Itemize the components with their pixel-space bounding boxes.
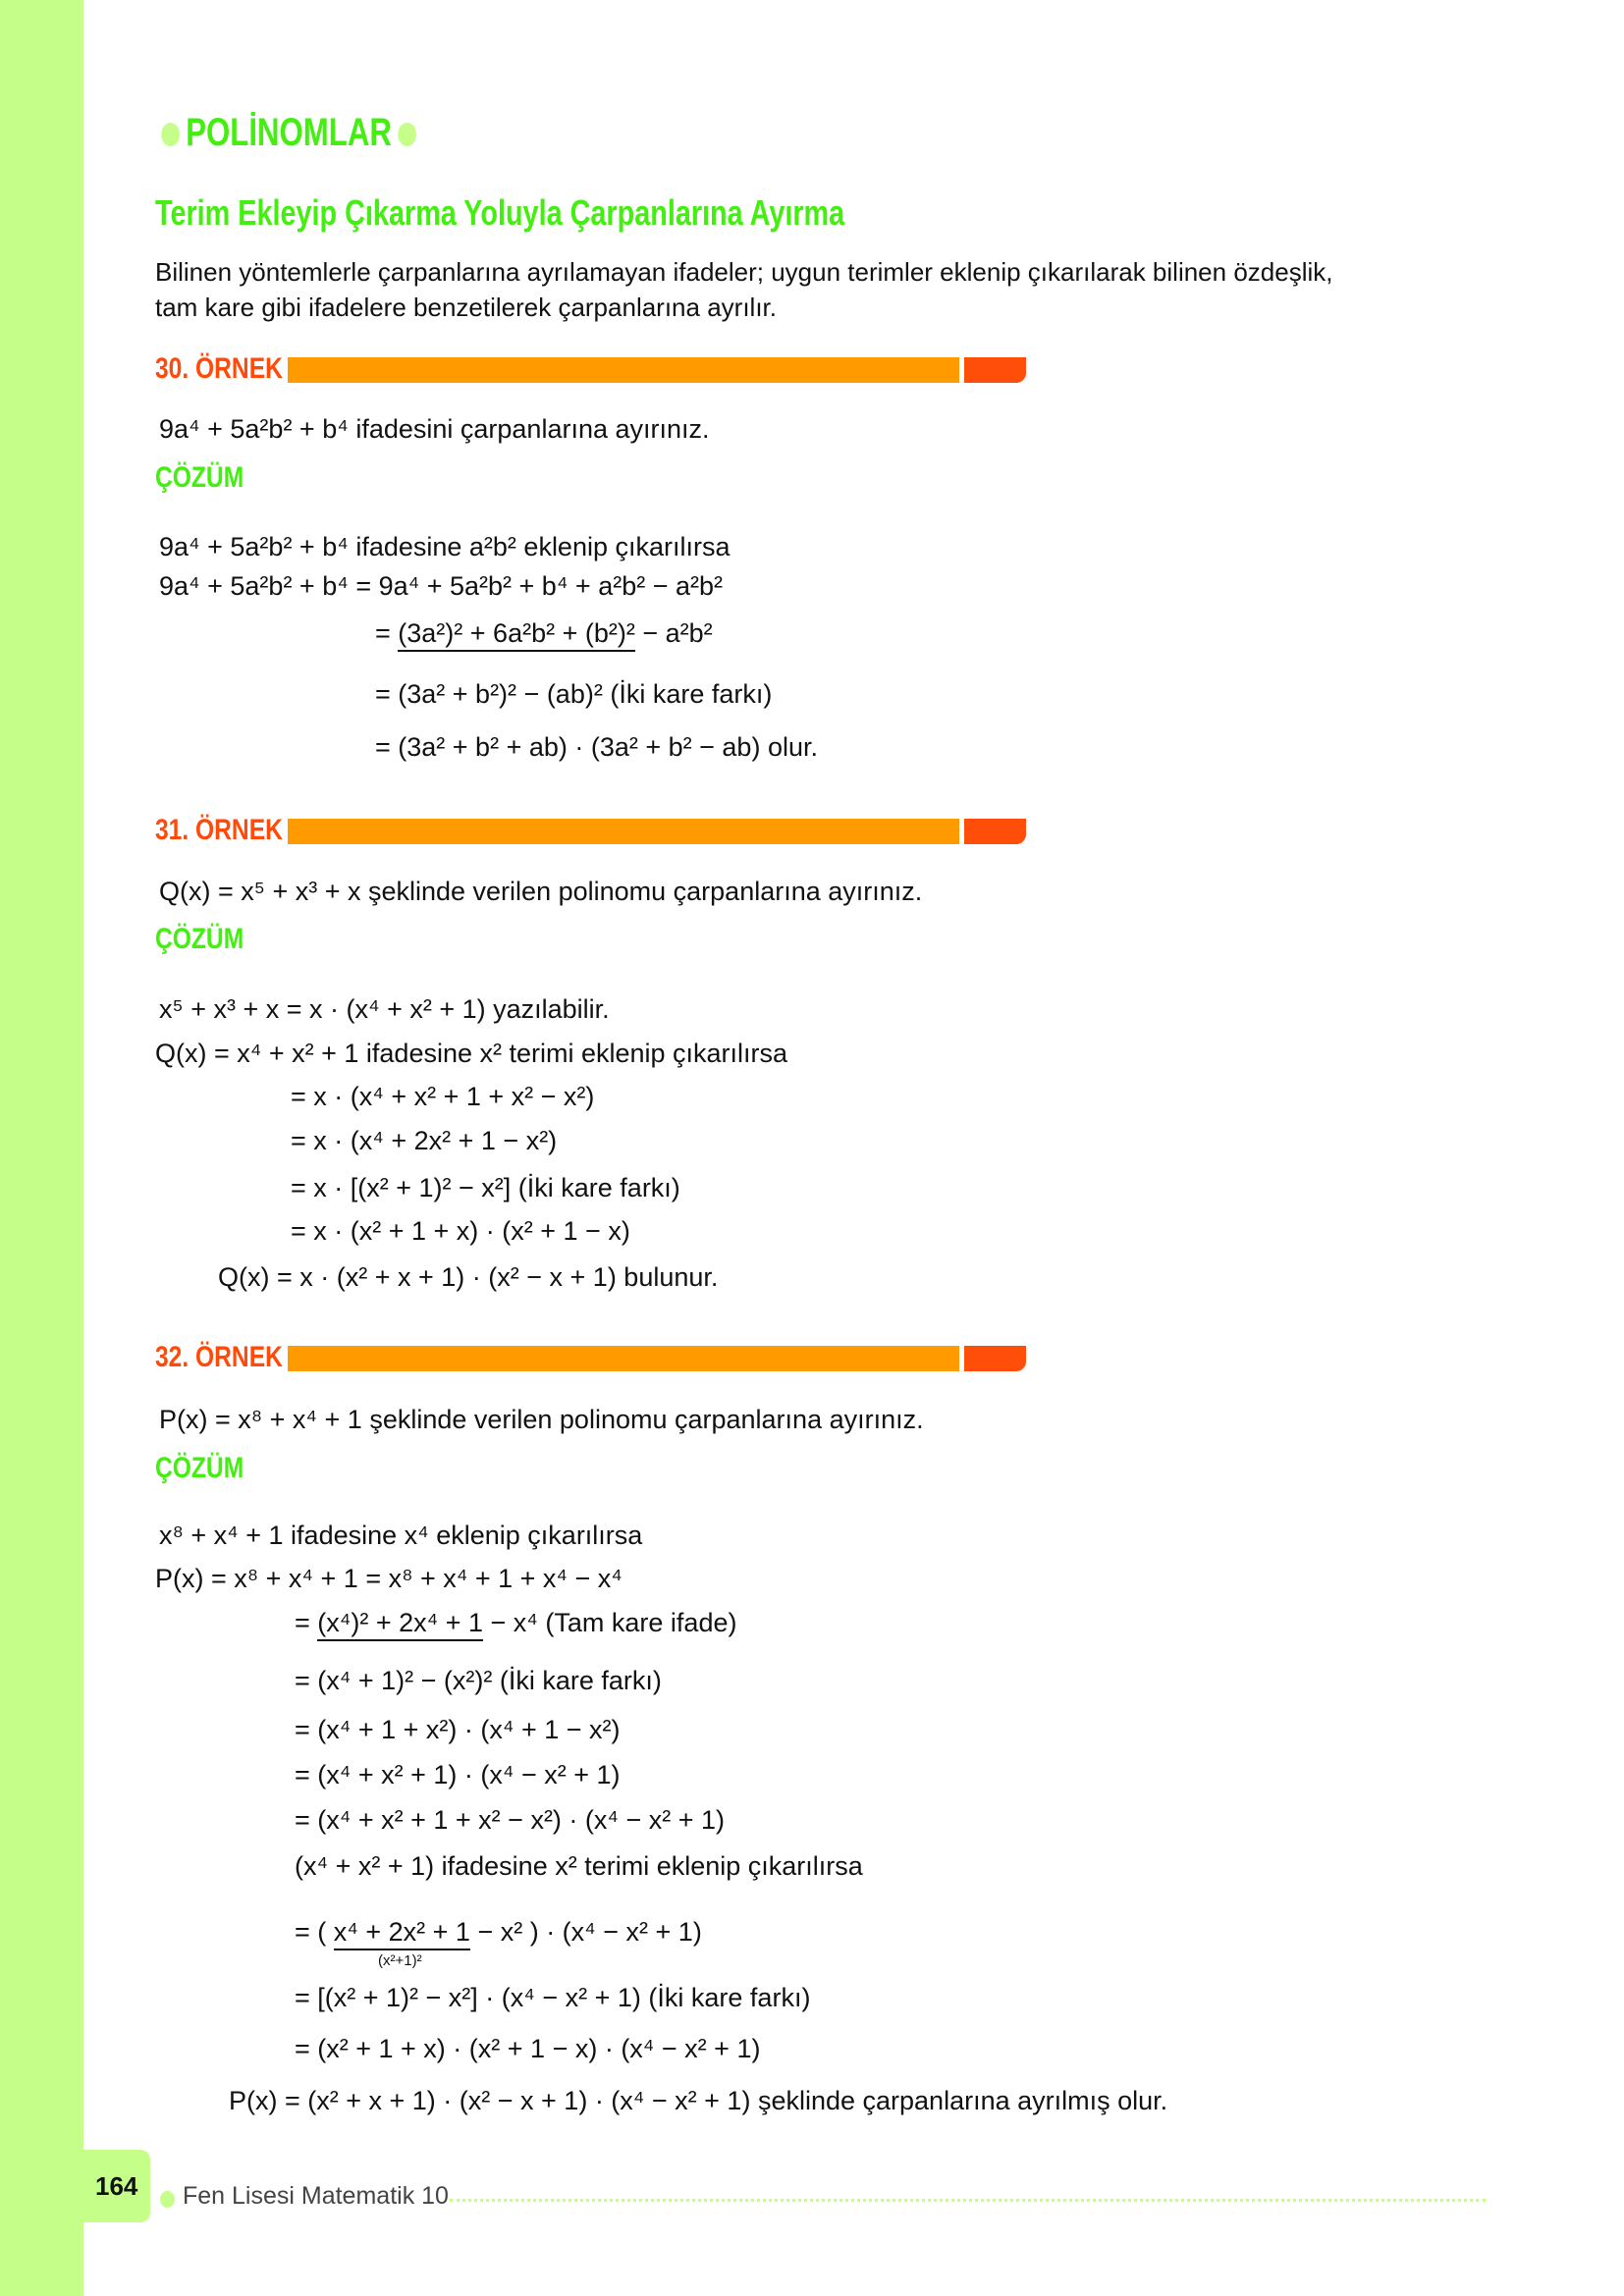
intro-line: tam kare gibi ifadelere benzetilerek çarpanlarına ayrılır. [155,293,777,322]
example-problem: Q(x) = x⁵ + x³ + x şeklinde verilen polinomu çarpanlarına ayırınız. [159,877,923,906]
example-problem: 9a⁴ + 5a²b² + b⁴ ifadesini çarpanlarına ayırınız. [159,414,710,444]
expr-part: = [375,618,399,648]
expr-part: − x⁴ (Tam kare ifade) [483,1608,737,1637]
solution-line: = x · [(x² + 1)² − x²] (İki kare farkı) [291,1173,680,1202]
underbrace-note: (x²+1)² [378,1952,422,1969]
book-title: Fen Lisesi Matematik 10 [183,2182,449,2210]
example-header-tab [964,357,1026,383]
example-label: 32. ÖRNEK [155,1341,283,1373]
solution-line: = (3a² + b²)² − (ab)² (İki kare farkı) [375,679,773,709]
example-label: 30. ÖRNEK [155,352,283,385]
solution-line: = x · (x⁴ + x² + 1 + x² − x²) [291,1082,595,1111]
expr-part: = [295,1608,318,1637]
solution-line: = x · (x² + 1 + x) · (x² + 1 − x) [291,1216,630,1246]
solution-line: (x⁴ + x² + 1) ifadesine x² terimi eklenip çıkarılırsa [295,1851,863,1881]
solution-line: = (x⁴ + x² + 1) · (x⁴ − x² + 1) [295,1760,621,1789]
footer-dotted-rule [450,2199,1486,2202]
left-margin-band [0,0,83,2296]
solution-line: = (x⁴ + 1)² − (x²)² (İki kare farkı) [295,1666,662,1695]
bullet-icon [160,2191,175,2208]
section-title: Terim Ekleyip Çıkarma Yoluyla Çarpanlarına Ayırma [155,192,845,233]
solution-line [295,1915,702,1949]
solution-line: x⁸ + x⁴ + 1 ifadesine x⁴ eklenip çıkarılırsa [159,1521,643,1550]
expr-part: − a²b² [634,618,713,648]
solution-line: = (x² + 1 + x) · (x² + 1 − x) · (x⁴ − x² + 1) [295,2034,761,2063]
solution-label: ÇÖZÜM [155,1452,244,1484]
example-header-tab [964,819,1026,844]
solution-line: = (x⁴ + 1 + x²) · (x⁴ + 1 − x²) [295,1715,621,1744]
solution-line [295,1606,736,1639]
underbraced-expr: x⁴ + 2x² + 1 [334,1917,470,1950]
solution-label: ÇÖZÜM [155,461,244,494]
example-label: 31. ÖRNEK [155,814,283,846]
example-header-tab [964,1346,1026,1371]
example-header-bar [288,1346,959,1371]
solution-line: x⁵ + x³ + x = x · (x⁴ + x² + 1) yazılabilir. [159,994,610,1024]
chapter-title-text: POLİNOMLAR [186,111,392,154]
page-number: 164 [95,2171,138,2201]
solution-line: = [(x² + 1)² − x²] · (x⁴ − x² + 1) (İki kare farkı) [295,1983,811,2012]
example-header-bar [288,819,959,844]
solution-line: = x · (x⁴ + 2x² + 1 − x²) [291,1126,558,1155]
solution-line: P(x) = (x² + x + 1) · (x² − x + 1) · (x⁴ − x² + 1) şeklinde çarpanlarına ayrılmış olur. [229,2086,1168,2115]
solution-line: 9a⁴ + 5a²b² + b⁴ = 9a⁴ + 5a²b² + b⁴ + a²b² − a²b² [159,571,723,601]
expr-part: = ( [295,1917,334,1947]
chapter-title [155,111,422,154]
solution-line: Q(x) = x · (x² + x + 1) · (x² − x + 1) bulunur. [218,1262,719,1292]
underbraced-expr: (3a²)² + 6a²b² + (b²)² [398,618,635,652]
underbraced-expr: (x⁴)² + 2x⁴ + 1 [317,1608,483,1641]
solution-line: Q(x) = x⁴ + x² + 1 ifadesine x² terimi eklenip çıkarılırsa [155,1039,788,1068]
intro-line: Bilinen yöntemlerle çarpanlarına ayrılamayan ifadeler; uygun terimler eklenip çıkarılarak bilinen özdeşlik, [155,257,1333,287]
expr-part: − x² ) · (x⁴ − x² + 1) [469,1917,702,1947]
solution-label: ÇÖZÜM [155,923,244,955]
solution-line: = (3a² + b² + ab) · (3a² + b² − ab) olur. [375,732,818,762]
example-header-bar [288,357,959,383]
solution-line [375,616,713,650]
bullet-icon [161,123,180,146]
solution-line: P(x) = x⁸ + x⁴ + 1 = x⁸ + x⁴ + 1 + x⁴ − x⁴ [155,1564,623,1593]
solution-line: 9a⁴ + 5a²b² + b⁴ ifadesine a²b² eklenip çıkarılırsa [159,532,731,561]
example-problem: P(x) = x⁸ + x⁴ + 1 şeklinde verilen polinomu çarpanlarına ayırınız. [159,1405,924,1434]
solution-line: = (x⁴ + x² + 1 + x² − x²) · (x⁴ − x² + 1) [295,1805,726,1835]
bullet-icon [398,123,416,146]
